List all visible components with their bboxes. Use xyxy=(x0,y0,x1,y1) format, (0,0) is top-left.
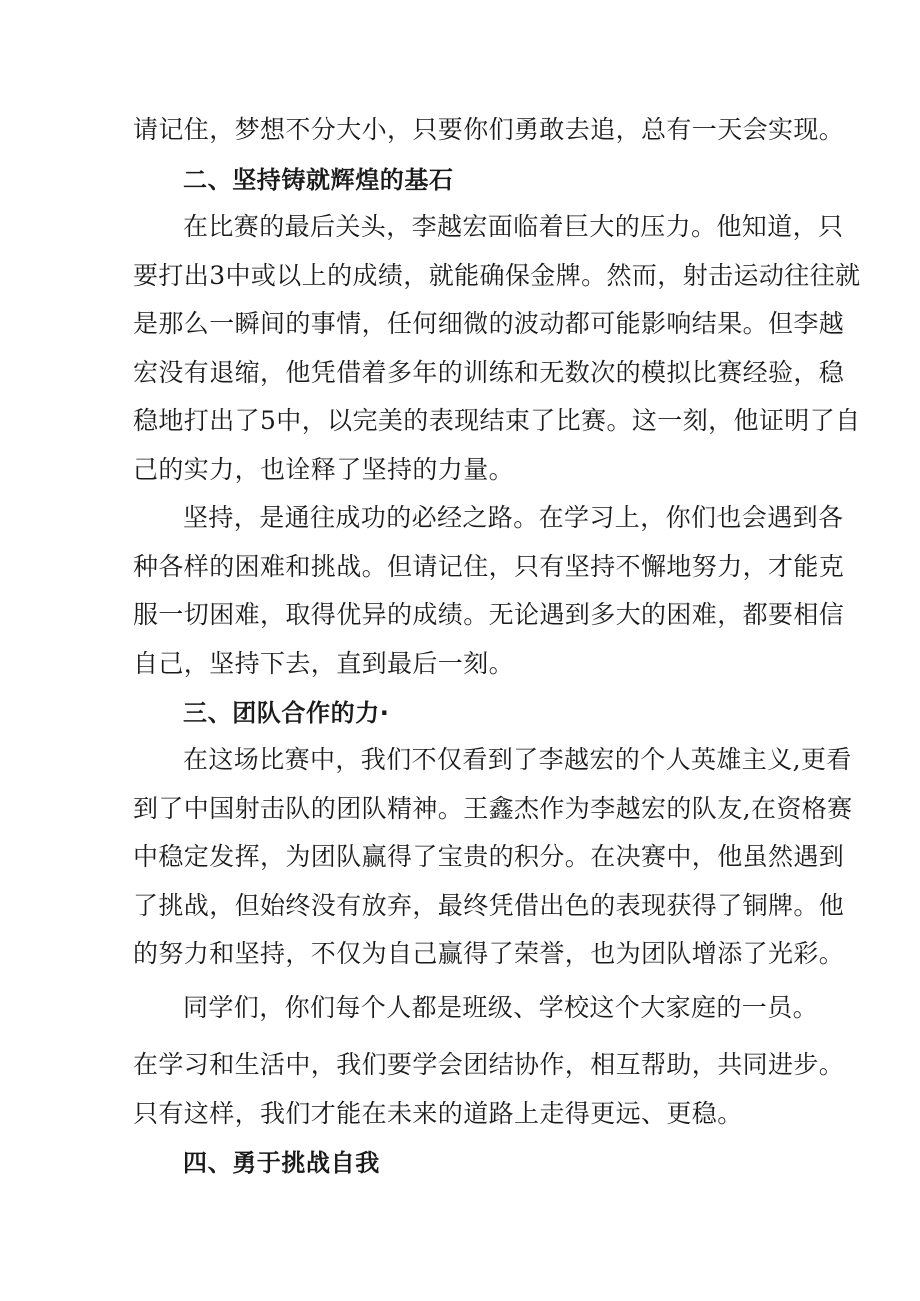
paragraph-line: 了挑战，但始终没有放弃，最终凭借出色的表现获得了铜牌。他 xyxy=(133,891,845,920)
paragraph-line: 要打出3中或以上的成绩，就能确保金牌。然而，射击运动往往就 xyxy=(133,261,861,290)
paragraph-line: 坚持，是通往成功的必经之路。在学习上，你们也会遇到各 xyxy=(183,503,844,532)
paragraph-line: 种各样的困难和挑战。但请记住，只有坚持不懈地努力，才能克 xyxy=(133,552,845,581)
paragraph-line: 只有这样，我们才能在未来的道路上走得更远、更稳。 xyxy=(133,1099,743,1128)
paragraph-line: 服一切困难，取得优异的成绩。无论遇到多大的困难，都要相信 xyxy=(133,600,845,629)
paragraph-line: 到了中国射击队的团队精神。王鑫杰作为李越宏的队友,在资格赛 xyxy=(133,794,853,823)
paragraph-line: 宏没有退缩，他凭借着多年的训练和无数次的模拟比赛经验，稳 xyxy=(133,358,845,387)
section-heading-4: 四、勇于挑战自我 xyxy=(183,1149,380,1177)
paragraph-line: 己的实力，也诠释了坚持的力量。 xyxy=(133,455,515,484)
paragraph-line: 在比赛的最后关头，李越宏面临着巨大的压力。他知道，只 xyxy=(183,212,844,241)
paragraph-line: 稳地打出了5中，以完美的表现结束了比赛。这一刻，他证明了自 xyxy=(133,406,861,435)
paragraph-line: 是那么一瞬间的事情，任何细微的波动都可能影响结果。但李越 xyxy=(133,309,845,338)
section-heading-2: 二、坚持铸就辉煌的基石 xyxy=(183,166,454,194)
paragraph-line: 自己，坚持下去，直到最后一刻。 xyxy=(133,649,515,678)
paragraph-line: 的努力和坚持，不仅为自己赢得了荣誉，也为团队增添了光彩。 xyxy=(133,939,845,968)
paragraph-line: 请记住，梦想不分大小，只要你们勇敢去追，总有一天会实现。 xyxy=(133,115,845,144)
paragraph-line: 中稳定发挥，为团队赢得了宝贵的积分。在决赛中，他虽然遇到 xyxy=(133,842,845,871)
paragraph-line: 在学习和生活中，我们要学会团结协作，相互帮助，共同进步。 xyxy=(133,1050,845,1079)
section-heading-3: 三、团队合作的力· xyxy=(183,699,390,727)
paragraph-line: 在这场比赛中，我们不仅看到了李越宏的个人英雄主义,更看 xyxy=(183,745,852,774)
paragraph-line: 同学们，你们每个人都是班级、学校这个大家庭的一员。 xyxy=(183,993,819,1022)
